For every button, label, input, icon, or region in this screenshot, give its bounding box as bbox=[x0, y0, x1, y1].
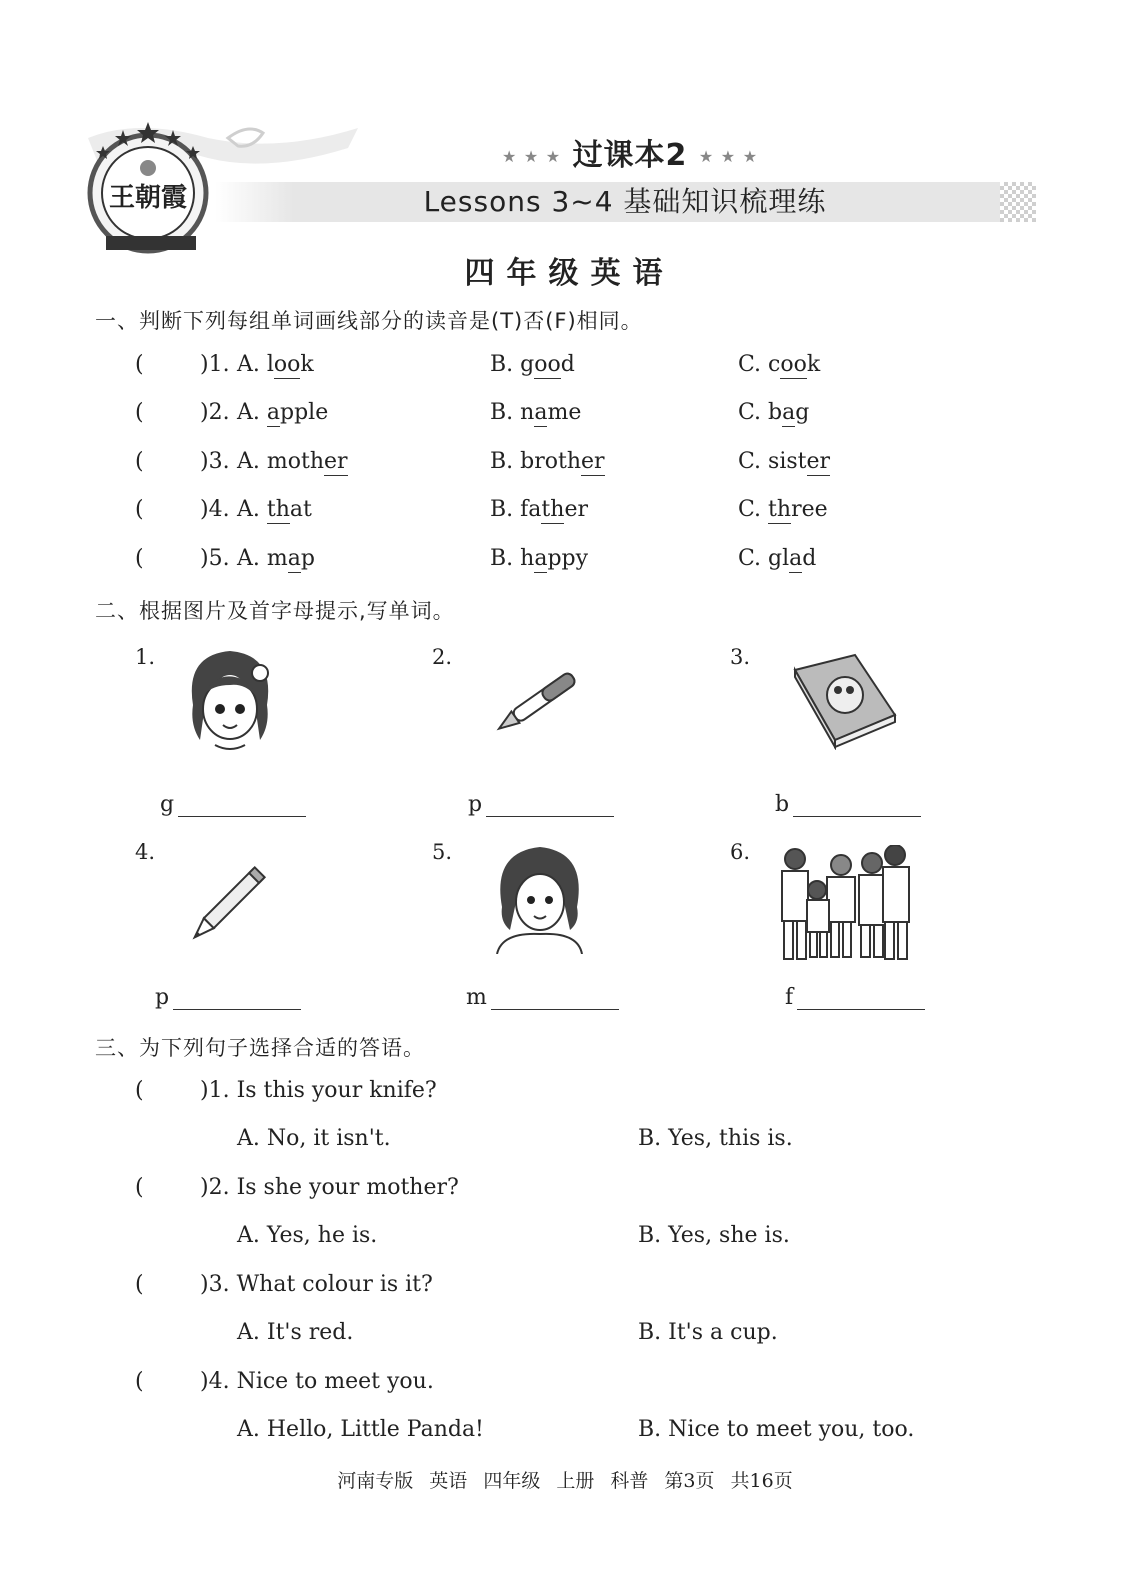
option-a: A. Hello, Little Panda! bbox=[237, 1417, 484, 1442]
option-a: A. No, it isn't. bbox=[237, 1126, 391, 1151]
answer-paren: ( bbox=[135, 1272, 144, 1297]
s1-row-2 bbox=[0, 400, 1139, 434]
answer-paren: ( bbox=[135, 1369, 144, 1394]
s1-row-4 bbox=[0, 497, 1139, 531]
girl-icon bbox=[185, 645, 275, 757]
option-c: C. cook bbox=[738, 352, 821, 377]
answer-blank[interactable]: b bbox=[775, 792, 921, 817]
item-number: 2. bbox=[432, 645, 453, 669]
section1-heading: 一、判断下列每组单词画线部分的读音是(T)否(F)相同。 bbox=[95, 309, 643, 333]
answer-blank[interactable]: m bbox=[466, 985, 619, 1010]
item-number: 3. bbox=[730, 645, 751, 669]
s1-row-3 bbox=[0, 449, 1139, 483]
option-b: B. brother bbox=[490, 449, 605, 474]
option-b: B. Yes, this is. bbox=[638, 1126, 793, 1151]
family-icon bbox=[777, 845, 912, 969]
option-a: A. that bbox=[237, 497, 312, 522]
book-icon bbox=[790, 650, 900, 754]
option-a: A. look bbox=[237, 352, 314, 377]
question-text: )1. Is this your knife? bbox=[200, 1078, 437, 1103]
option-c: C. sister bbox=[738, 449, 831, 474]
item-number: 1. bbox=[135, 645, 156, 669]
item-number: )3. bbox=[200, 449, 230, 474]
option-c: C. three bbox=[738, 497, 828, 522]
option-c: C. bag bbox=[738, 400, 810, 425]
answer-blank[interactable]: g bbox=[160, 792, 306, 817]
pencil-icon bbox=[180, 855, 280, 954]
question-text: )3. What colour is it? bbox=[200, 1272, 433, 1297]
mother-icon bbox=[492, 842, 587, 958]
option-b: B. father bbox=[490, 497, 588, 522]
option-c: C. glad bbox=[738, 546, 817, 571]
lesson-title: Lessons 3~4 基础知识梳理练 bbox=[423, 185, 827, 218]
section3-heading: 三、为下列句子选择合适的答语。 bbox=[95, 1036, 425, 1060]
item-number: )5. bbox=[200, 546, 230, 571]
question-text: )4. Nice to meet you. bbox=[200, 1369, 434, 1394]
item-number: 5. bbox=[432, 840, 453, 864]
s1-row-1 bbox=[0, 352, 1139, 386]
answer-blank[interactable]: p bbox=[468, 792, 614, 817]
option-a: A. Yes, he is. bbox=[237, 1223, 378, 1248]
answer-blank[interactable]: f bbox=[785, 985, 925, 1010]
answer-paren: ( bbox=[135, 546, 144, 571]
option-b: B. Nice to meet you, too. bbox=[638, 1417, 915, 1442]
answer-paren: ( bbox=[135, 1078, 144, 1103]
option-b: B. It's a cup. bbox=[638, 1320, 778, 1345]
page-title: 四年级英语 bbox=[464, 256, 675, 291]
pen-icon bbox=[485, 660, 595, 744]
answer-paren: ( bbox=[135, 400, 144, 425]
item-number: )1. bbox=[200, 352, 230, 377]
option-b: B. happy bbox=[490, 546, 589, 571]
option-a: A. apple bbox=[237, 400, 329, 425]
answer-blank[interactable]: p bbox=[155, 985, 301, 1010]
answer-paren: ( bbox=[135, 449, 144, 474]
series-label: 过课本2 bbox=[572, 138, 688, 173]
option-b: B. name bbox=[490, 400, 582, 425]
option-a: A. It's red. bbox=[237, 1320, 354, 1345]
option-a: A. map bbox=[237, 546, 315, 571]
stars-left: ★ ★ ★ bbox=[501, 147, 562, 166]
page-footer: 河南专版 英语 四年级 上册 科普 第3页 共16页 bbox=[337, 1470, 793, 1492]
option-b: B. good bbox=[490, 352, 575, 377]
item-number: 4. bbox=[135, 840, 156, 864]
series-title bbox=[500, 130, 760, 174]
stars-right: ★ ★ ★ bbox=[698, 147, 759, 166]
item-number: )2. bbox=[200, 400, 230, 425]
answer-paren: ( bbox=[135, 352, 144, 377]
s1-row-5 bbox=[0, 546, 1139, 580]
answer-paren: ( bbox=[135, 497, 144, 522]
answer-paren: ( bbox=[135, 1175, 144, 1200]
option-b: B. Yes, she is. bbox=[638, 1223, 790, 1248]
question-text: )2. Is she your mother? bbox=[200, 1175, 459, 1200]
item-number: 6. bbox=[730, 840, 751, 864]
section2-heading: 二、根据图片及首字母提示,写单词。 bbox=[95, 599, 455, 623]
item-number: )4. bbox=[200, 497, 230, 522]
option-a: A. mother bbox=[237, 449, 348, 474]
brand-name: 王朝霞 bbox=[108, 183, 188, 213]
